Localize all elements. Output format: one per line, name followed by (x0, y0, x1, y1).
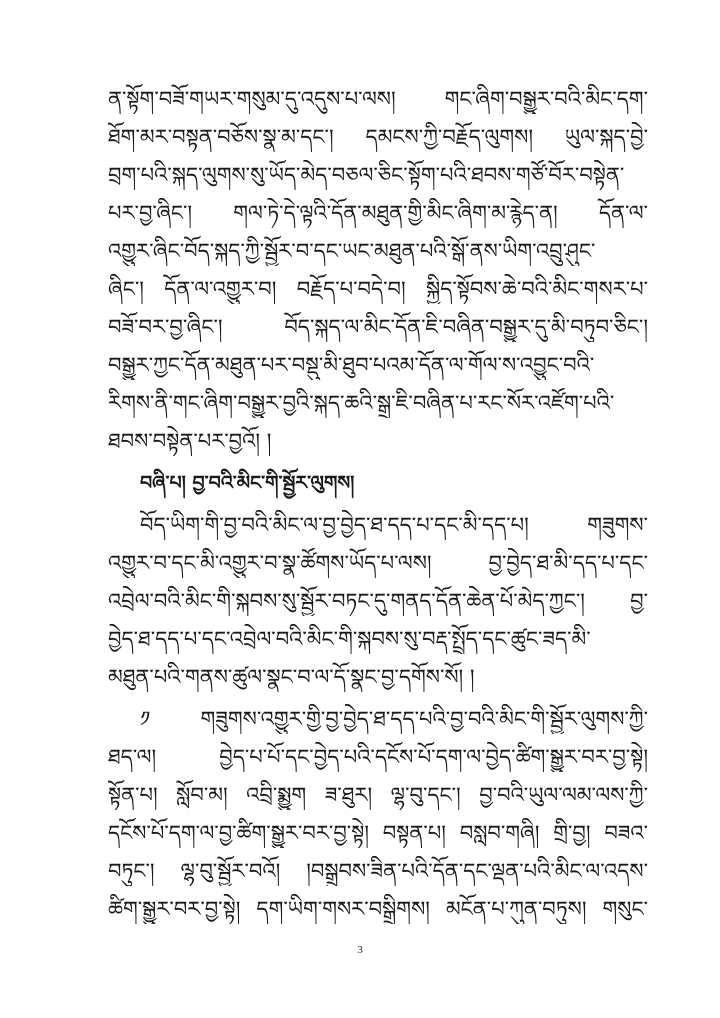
page-number: 3 (357, 944, 363, 956)
text-line: བཏུང་། ལྷ་བུ་སྦྱོར་བའོ། །བསྒྲུབས་ཟིན་པའི་དོན་དང་ལྡན་པའི་མིང་ལ་འདས་ (108, 859, 648, 883)
text-line: ༡ གཟུགས་འགྱུར་གྱི་བྱ་བྱེད་ཐ་དད་པའི་བྱ་བའི་མིང་གི་སྦྱོར་ལུགས་ཀྱི་ (140, 707, 648, 731)
text-line: ཐད་ལ། བྱེད་པ་པོ་དང་བྱེད་པའི་དངོས་པོ་དག་ལ་བྱེད་ཚིག་སྒྱུར་བར་བྱ་སྟེ། (108, 745, 648, 769)
text-line: བསྒྱུར་ཀྱང་དོན་མཐུན་པར་བསྡུ་མི་ཐུབ་པའམ་དོན་ལ་གོལ་ས་འབྱུང་བའི་ (108, 353, 595, 377)
text-line: པར་བྱ་ཞིང་། གལ་ཏེ་དེ་ལྟའི་དོན་མཐུན་གྱི་མིང་ཞིག་མ་རྙེད་ན། དོན་ལ་ (108, 201, 648, 225)
text-line: བྲག་པའི་སྐད་ལུགས་སུ་ཡོད་མེད་བཅལ་ཅིང་སྟོག་པའི་ཐབས་གཙོ་བོར་བསྟེན་ (108, 163, 625, 187)
text-line: ཐོག་མར་བསྟན་བཅོས་སྣ་མ་དང་། དམངས་ཀྱི་བརྗོད་ལུགས། ཡུལ་སྐད་བྱེ་ (108, 125, 648, 149)
text-line: བྱེད་ཐ་དད་པ་དང་འབྲེལ་བའི་མིང་གི་སྐབས་སུ་བརྡ་སྤྲོད་དང་ཚུང་ཟད་མི་ (108, 627, 591, 651)
text-line: འགྱུར་ཞིང་བོད་སྐད་ཀྱི་སྦྱོར་བ་དང་ཡང་མཐུན་པའི་སྒོ་ནས་ཡིག་འབྲུ་ཤུང་ (108, 239, 596, 263)
text-line: འགྱུར་བ་དང་མི་འགྱུར་བ་སྣ་ཚོགས་ཡོད་པ་ལས། བྱ་བྱེད་ཐ་མི་དད་པ་དང་ (108, 551, 648, 575)
text-line: ན་སྟོག་བཟོ་གཡར་གསུམ་དུ་འདུས་པ་ལས། གང་ཞིག་བསྒྱུར་བའི་མིང་དག་ (108, 87, 648, 111)
text-line: དངོས་པོ་དག་ལ་བྱ་ཚིག་སྒྱུར་བར་བྱ་སྟེ། བསྟན་པ། བསླབ་གཞི། གྲི་བྱ། བཟའ་ (108, 821, 648, 845)
section-heading: བཞི་པ། བྱ་བའི་མིང་གི་སྦྱོར་ལུགས། (140, 472, 355, 494)
text-line: བོད་ཡིག་གི་བྱ་བའི་མིང་ལ་བྱ་བྱེད་ཐ་དད་པ་དང་མི་དད་པ། གཟུགས་ (140, 513, 648, 537)
text-line: བཟོ་བར་བྱ་ཞིང་། བོད་སྐད་ལ་མིང་དོན་ཇི་བཞིན་བསྒྱུར་དུ་མི་བཏུབ་ཅིང་། (108, 315, 648, 339)
text-line: ཞིང་། དོན་ལ་འགྱུར་བ། བརྗོད་པ་བདེ་བ། སྐྱིད་སྟོབས་ཆེ་བའི་མིང་གསར་པ་ (108, 277, 648, 301)
text-line: ཚིག་སྒྱུར་བར་བྱ་སྟེ། དག་ཡིག་གསར་བསྒྲིགས། མངོན་པ་ཀུན་བཏུས། གསུང་ (108, 897, 648, 921)
text-line: འབྲེལ་བའི་མིང་གི་སྐབས་སུ་སྦྱོར་བཏང་དུ་གནད་དོན་ཆེན་པོ་མེད་ཀྱང་། བྱ་ (108, 589, 648, 613)
text-line: རིགས་ནི་གང་ཞིག་བསྒྱུར་བྱའི་སྐད་ཆའི་སྒྲ་ཇི་བཞིན་པ་རང་སོར་འཛོག་པའི་ (108, 391, 615, 415)
text-line: ཐབས་བསྟེན་པར་བྱའོ། ། (108, 429, 272, 453)
text-line: མཐུན་པའི་གནས་ཚུལ་སྣང་བ་ལ་དོ་སྣང་བྱ་དགོས་སོ། ། (108, 665, 475, 689)
text-line: སྟོན་པ། སློབ་མ། འབྲི་སྨྱུག ཟ་ཐུར། ལྷ་བུ་དང་། བྱ་བའི་ཡུལ་ལམ་ལས་ཀྱི་ (108, 783, 648, 807)
